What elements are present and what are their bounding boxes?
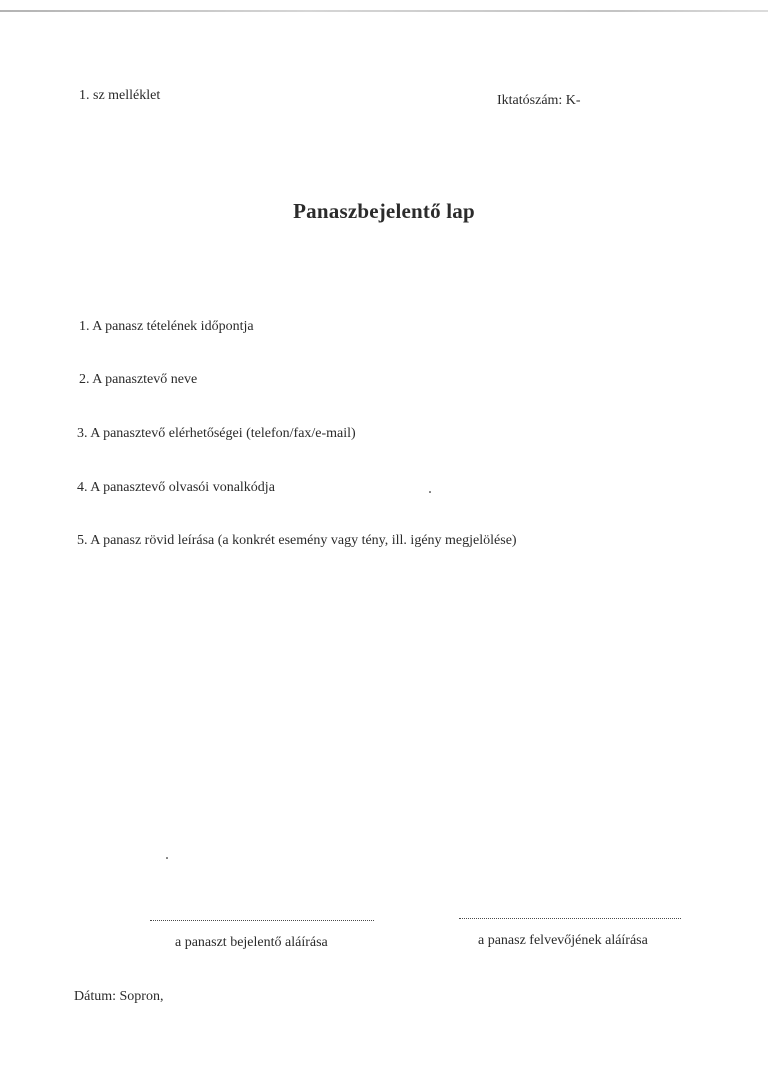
complainant-signature-caption: a panaszt bejelentő aláírása bbox=[175, 935, 328, 950]
scan-speck bbox=[429, 491, 431, 493]
scan-edge bbox=[0, 10, 768, 12]
page-title: Panaszbejelentő lap bbox=[293, 199, 475, 223]
annex-label: 1. sz melléklet bbox=[79, 88, 161, 103]
recorder-signature-line bbox=[459, 918, 681, 919]
field-label-description: 5. A panasz rövid leírása (a konkrét esemény vagy tény, ill. igény megjelölése) bbox=[77, 533, 517, 548]
field-label-time: 1. A panasz tételének időpontja bbox=[79, 319, 254, 334]
complainant-signature-line bbox=[150, 920, 374, 921]
field-label-contacts: 3. A panasztevő elérhetőségei (telefon/fax/e-mail) bbox=[77, 426, 356, 441]
registration-number-label: Iktatószám: K- bbox=[497, 93, 581, 108]
date-line: Dátum: Sopron, bbox=[74, 989, 164, 1004]
recorder-signature-caption: a panasz felvevőjének aláírása bbox=[478, 933, 648, 948]
scan-speck bbox=[166, 857, 168, 859]
field-label-barcode: 4. A panasztevő olvasói vonalkódja bbox=[77, 480, 275, 495]
field-label-name: 2. A panasztevő neve bbox=[79, 372, 198, 387]
